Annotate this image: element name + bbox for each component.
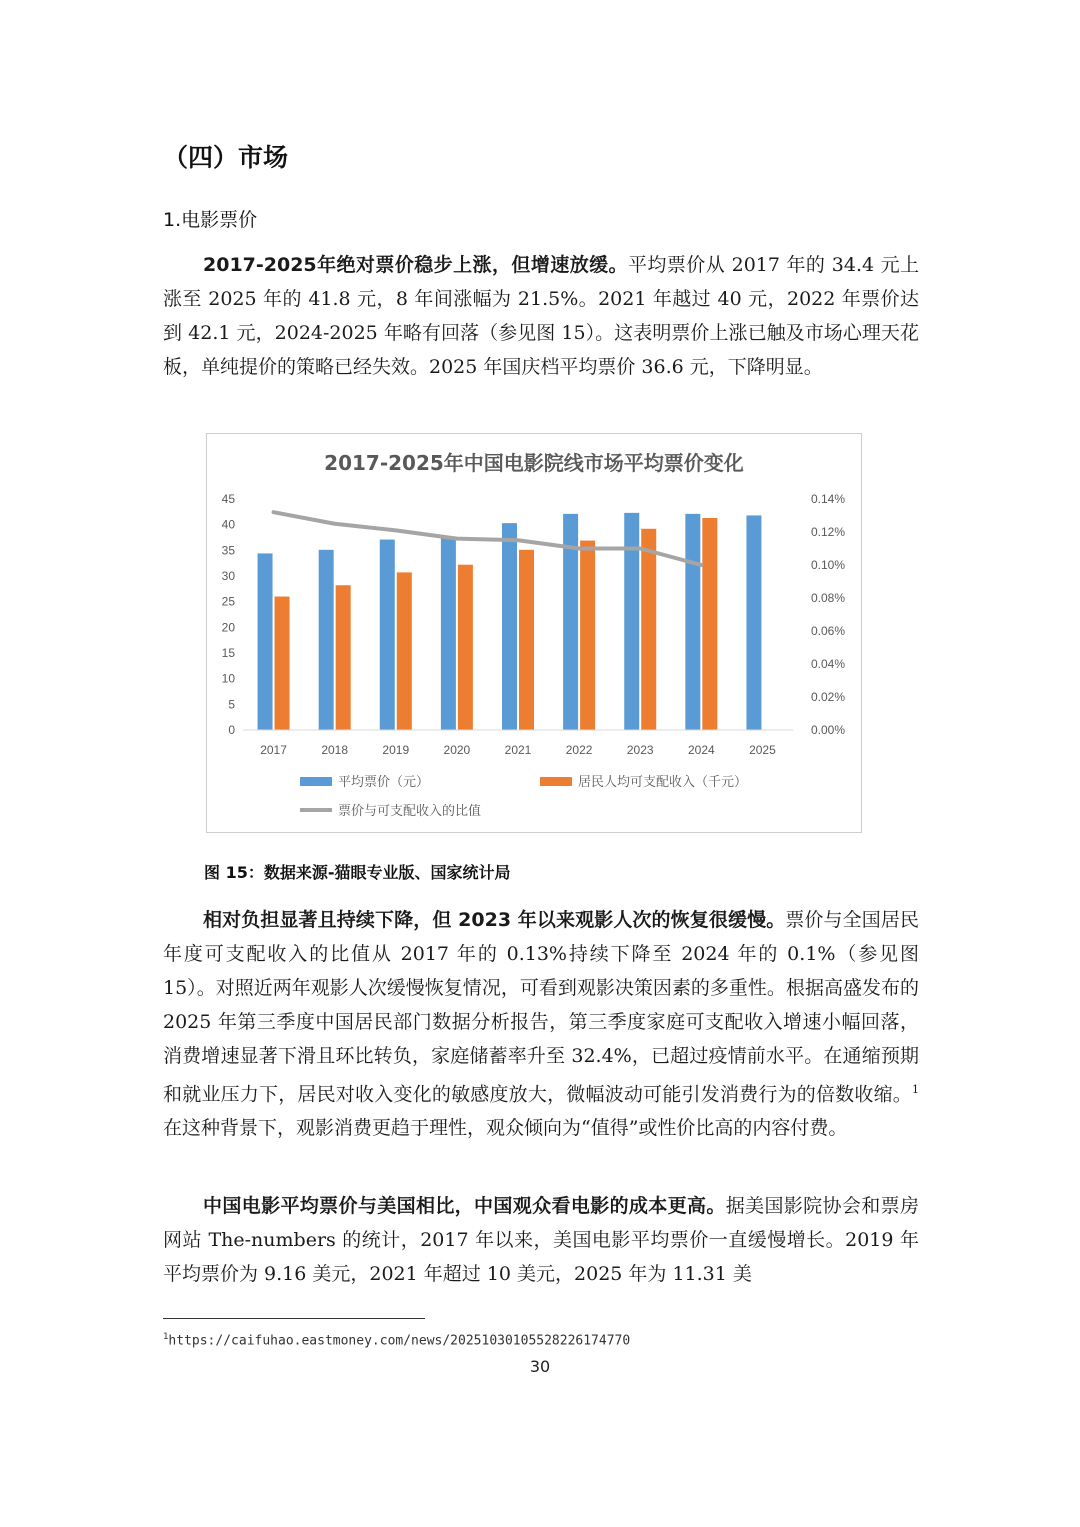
- left-axis-tick-label: 20: [221, 620, 235, 635]
- footnote-divider: [163, 1318, 425, 1319]
- footnote-reference[interactable]: 1: [912, 1083, 919, 1096]
- legend-label-ratio-line: 票价与可支配收入的比值: [338, 804, 482, 819]
- right-axis-tick-label: 0.06%: [811, 624, 846, 638]
- x-axis-tick-label: 2020: [443, 743, 471, 757]
- paragraph-body: 票价与全国居民年度可支配收入的比值从 2017 年的 0.13%持续下降至 2024 年的 0.1%（参见图 15）。对照近两年观影人次缓慢恢复情况，可看到观影决策因素的多重性。根据高盛发布的 2025 年第三季度中国居民部门数据分析报告，第三季度家庭可支配收入增速小幅回落，消费增速显著下滑且环比转负，家庭储蓄率升至 32.4%，已超过疫情前水平。在通缩预期和就业压力下，居民对收入变化的敏感度放大，微幅波动可能引发消费行为的倍数收缩。: [163, 909, 919, 1106]
- left-axis-tick-label: 45: [221, 492, 235, 506]
- paragraph-body: 平均票价从 2017 年的 34.4 元上涨至 2025 年的 41.8 元，8 年间涨幅为 21.5%。2021 年越过 40 元，2022 年票价达到 42.1 元，2024-2025 年略有回落（参见图 15）。这表明票价上涨已触及市场心理天花板，单纯提价的策略已经失效。2025 年国庆档平均票价 36.6 元，下降明显。: [163, 254, 919, 378]
- bar-disposable-income: [458, 565, 473, 730]
- paragraph-relative-burden: [163, 903, 919, 1145]
- paragraph-lead: 2017-2025年绝对票价稳步上涨，但增速放缓。: [203, 254, 628, 276]
- bar-disposable-income: [580, 541, 595, 730]
- left-axis-tick-label: 15: [221, 646, 235, 660]
- right-axis-tick-label: 0.02%: [811, 690, 846, 704]
- bar-avg-ticket-price: [502, 523, 517, 730]
- x-axis-tick-label: 2023: [626, 743, 654, 757]
- bar-avg-ticket-price: [319, 550, 334, 730]
- left-axis-tick-label: 10: [221, 671, 235, 686]
- chart-canvas: [207, 434, 861, 832]
- right-axis-tick-label: 0.10%: [811, 558, 846, 572]
- x-axis-tick-label: 2017: [260, 743, 287, 757]
- bar-avg-ticket-price: [685, 514, 700, 730]
- price-chart: [206, 433, 862, 833]
- bar-disposable-income: [336, 585, 351, 730]
- x-axis-tick-label: 2021: [504, 743, 532, 757]
- x-axis-tick-label: 2024: [687, 743, 715, 757]
- paragraph-lead: 中国电影平均票价与美国相比，中国观众看电影的成本更高。: [203, 1195, 726, 1217]
- paragraph-ticket-price-trend: [163, 248, 919, 384]
- bar-avg-ticket-price: [380, 540, 395, 730]
- bar-series: [258, 513, 762, 730]
- bar-avg-ticket-price: [441, 538, 456, 730]
- footnote: [163, 1332, 630, 1348]
- footnote-marker: 1: [163, 1332, 169, 1342]
- left-axis: [222, 492, 236, 737]
- bar-avg-ticket-price: [746, 515, 761, 730]
- x-axis-tick-label: 2025: [749, 743, 776, 757]
- right-axis-tick-label: 0.08%: [811, 591, 846, 605]
- bar-avg-ticket-price: [624, 513, 639, 730]
- x-axis-tick-label: 2018: [321, 743, 349, 757]
- bar-disposable-income: [519, 550, 534, 730]
- footnote-url[interactable]: https://caifuhao.eastmoney.com/news/20251030105528226174770: [168, 1333, 631, 1349]
- page-number: 30: [529, 1357, 551, 1376]
- left-axis-tick-label: 35: [221, 543, 235, 558]
- bar-disposable-income: [641, 529, 656, 730]
- left-axis-tick-label: 5: [228, 697, 235, 712]
- x-axis-tick-label: 2019: [382, 743, 410, 757]
- bar-avg-ticket-price: [258, 553, 273, 730]
- legend-label-avg-ticket-price: 平均票价（元）: [338, 775, 430, 790]
- x-axis: [260, 743, 776, 757]
- right-axis: [811, 492, 845, 737]
- figure-caption: 图 15：数据来源-猫眼专业版、国家统计局: [204, 863, 511, 882]
- right-axis-tick-label: 0.14%: [811, 492, 846, 506]
- left-axis-tick-label: 40: [221, 517, 235, 532]
- paragraph-us-comparison: [163, 1189, 919, 1291]
- paragraph-lead: 相对负担显著且持续下降，但 2023 年以来观影人次的恢复很缓慢。: [203, 909, 786, 931]
- right-axis-tick-label: 0.04%: [811, 657, 846, 671]
- right-axis-tick-label: 0.00%: [811, 723, 846, 737]
- x-axis-tick-label: 2022: [565, 743, 593, 757]
- paragraph-body: 据美国影院协会和票房网站 The-numbers 的统计，2017 年以来，美国电影平均票价一直缓慢增长。2019 年平均票价为 9.16 美元，2021 年超过 10 美元，2025 年为 11.31 美: [163, 1195, 919, 1285]
- chart-title: 2017-2025年中国电影院线市场平均票价变化: [324, 451, 744, 475]
- subsection-title: 1.电影票价: [163, 209, 258, 231]
- paragraph-body-continued: 在这种背景下，观影消费更趋于理性，观众倾向为“值得”或性价比高的内容付费。: [163, 1117, 848, 1140]
- left-axis-tick-label: 0: [228, 723, 235, 737]
- legend-swatch-avg-ticket-price: [300, 777, 332, 786]
- bar-disposable-income: [397, 572, 412, 730]
- bar-disposable-income: [702, 518, 717, 730]
- chart-legend: [300, 774, 747, 819]
- bar-disposable-income: [275, 597, 290, 730]
- right-axis-tick-label: 0.12%: [811, 525, 846, 539]
- left-axis-tick-label: 25: [221, 594, 235, 609]
- section-title: （四）市场: [163, 143, 289, 172]
- left-axis-tick-label: 30: [221, 569, 235, 583]
- legend-label-disposable-income: 居民人均可支配收入（千元）: [578, 775, 748, 790]
- legend-swatch-disposable-income: [540, 777, 572, 786]
